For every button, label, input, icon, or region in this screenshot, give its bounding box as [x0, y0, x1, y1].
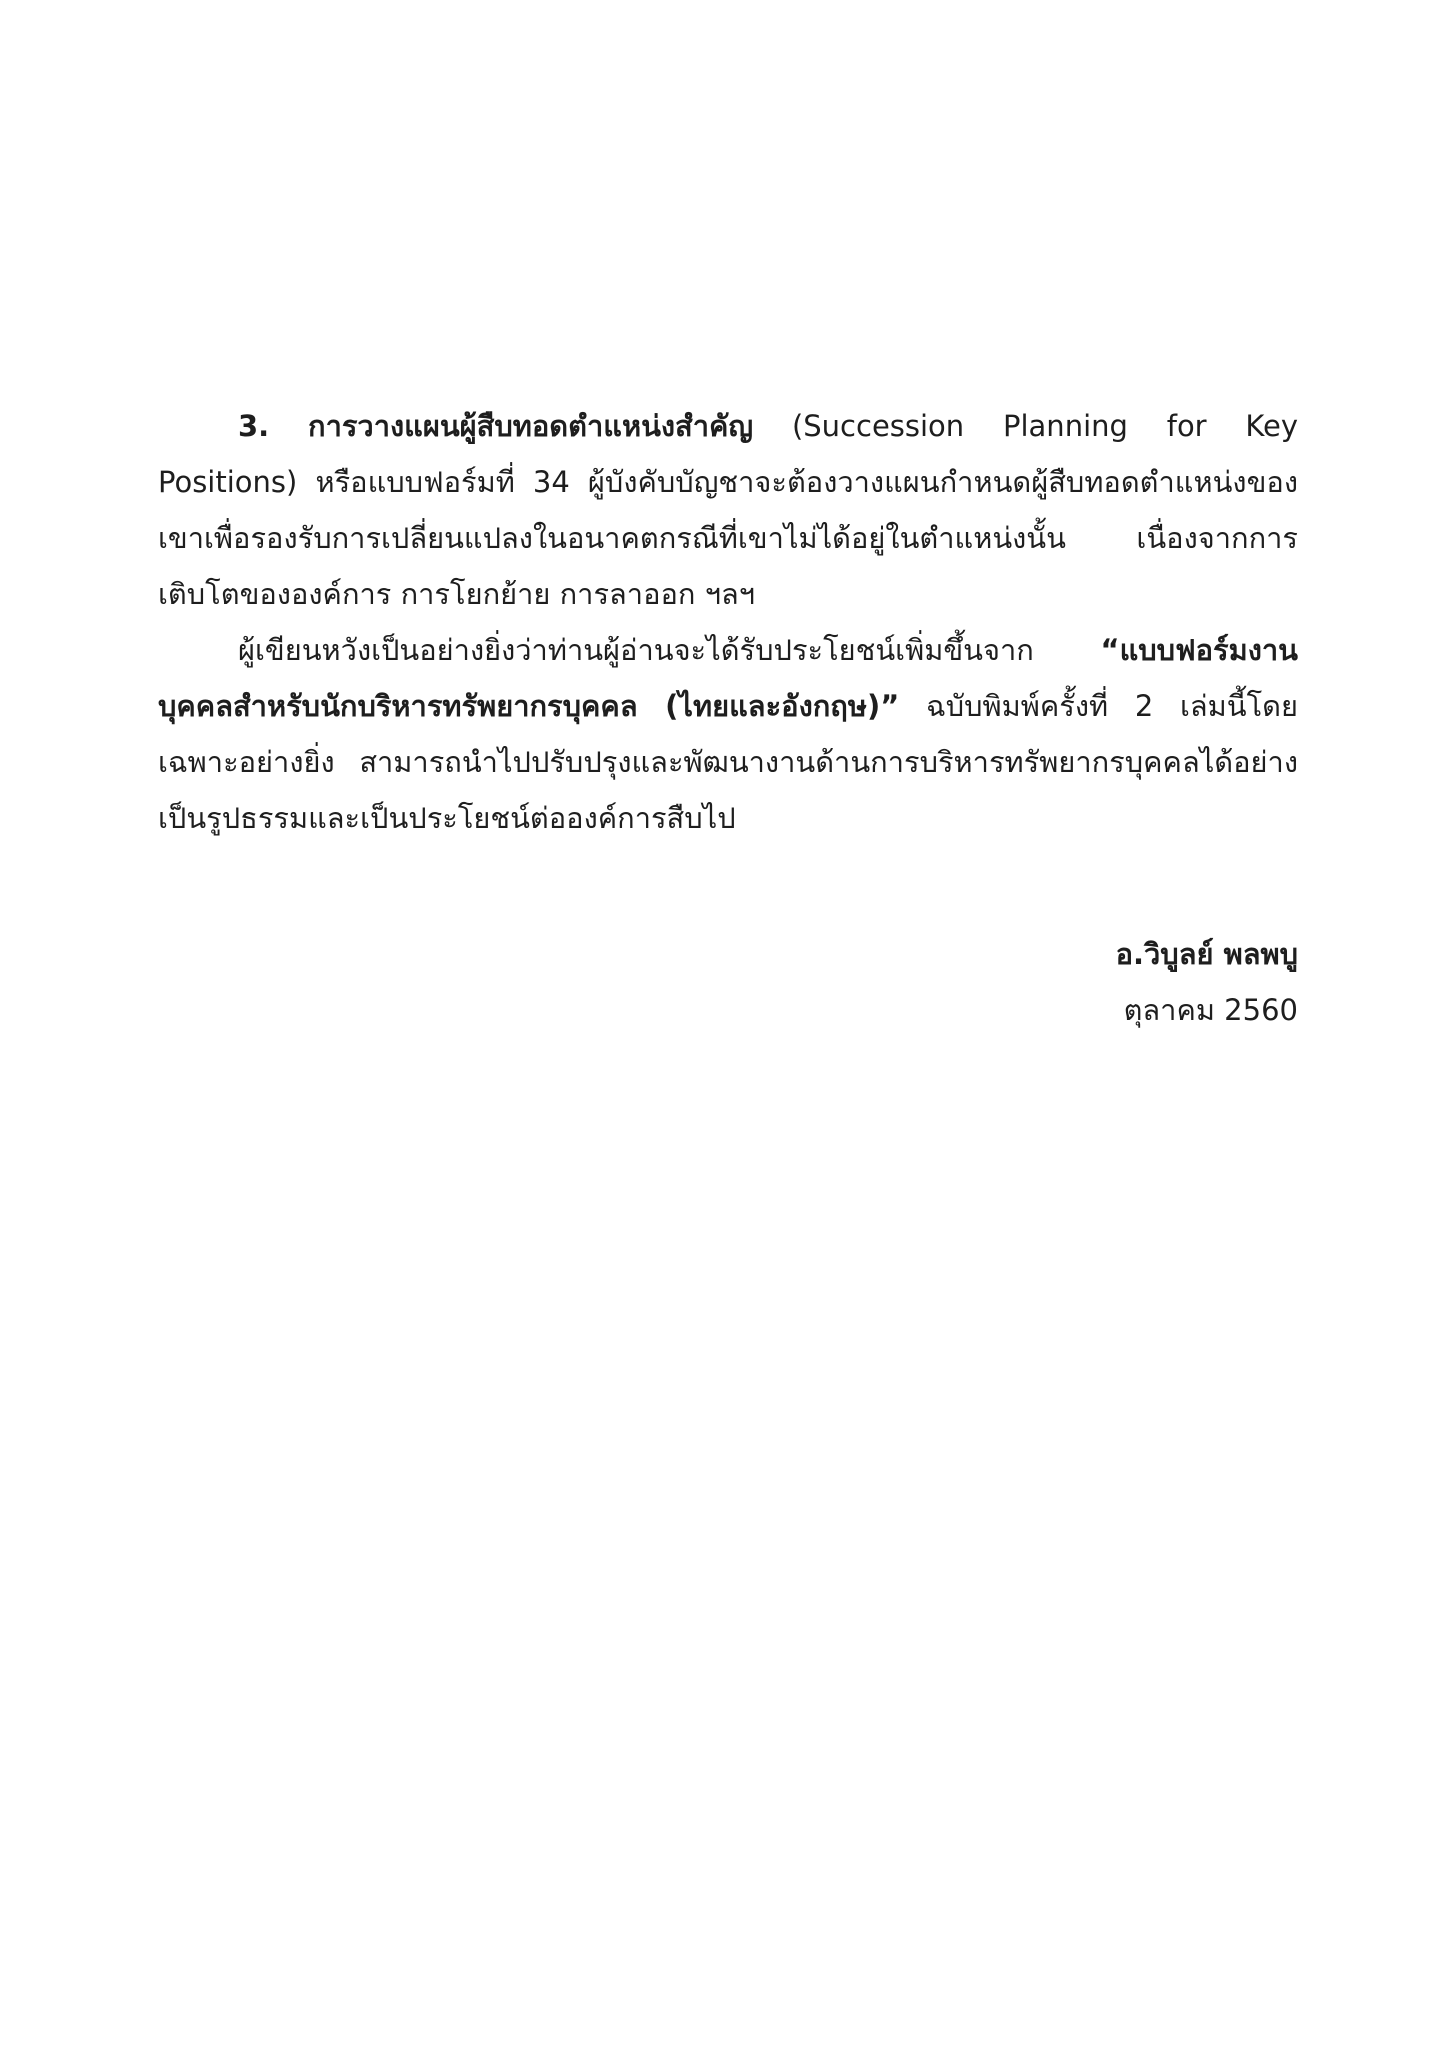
paragraph-closing — [158, 622, 1298, 846]
item-title: การวางแผนผู้สืบทอดตำแหน่งสำคัญ — [308, 409, 754, 443]
author-name: อ.วิบูลย์ พลพบู — [1115, 937, 1298, 971]
paragraph-succession-planning — [158, 398, 1298, 622]
book-title: “แบบฟอร์มงานบุคคลสำหรับนักบริหารทรัพยากรบุคคล (ไทยและอังกฤษ)” — [158, 633, 1298, 723]
item-number: 3. — [238, 409, 270, 443]
closing-rest: ฉบับพิมพ์ครั้งที่ 2 เล่มนี้โดยเฉพาะอย่างยิ่ง สามารถนำไปปรับปรุงและพัฒนางานด้านการบริหารทรัพยากรบุคคลได้อย่างเป็นรูปธรรมและเป็นประโยชน์ต่อองค์การสืบไป — [158, 689, 1298, 835]
item-body: หรือแบบฟอร์มที่ 34 ผู้บังคับบัญชาจะต้องวางแผนกำหนดผู้สืบทอดตำแหน่งของเขาเพื่อรองรับการเปลี่ยนแปลงในอนาคตกรณีที่เขาไม่ได้อยู่ในตำแหน่งนั้น เนื่องจากการเติบโตขององค์การ การโยกย้าย การลาออก ฯลฯ — [158, 465, 1298, 611]
closing-lead: ผู้เขียนหวังเป็นอย่างยิ่งว่าท่านผู้อ่านจะได้รับประโยชน์เพิ่มขึ้นจาก — [238, 633, 1034, 667]
signature-block — [1116, 926, 1298, 1038]
item-title-english: (Succession Planning for Key Positions) — [158, 409, 1298, 499]
body-text — [158, 398, 1298, 846]
signature-date: ตุลาคม 2560 — [1123, 993, 1298, 1027]
